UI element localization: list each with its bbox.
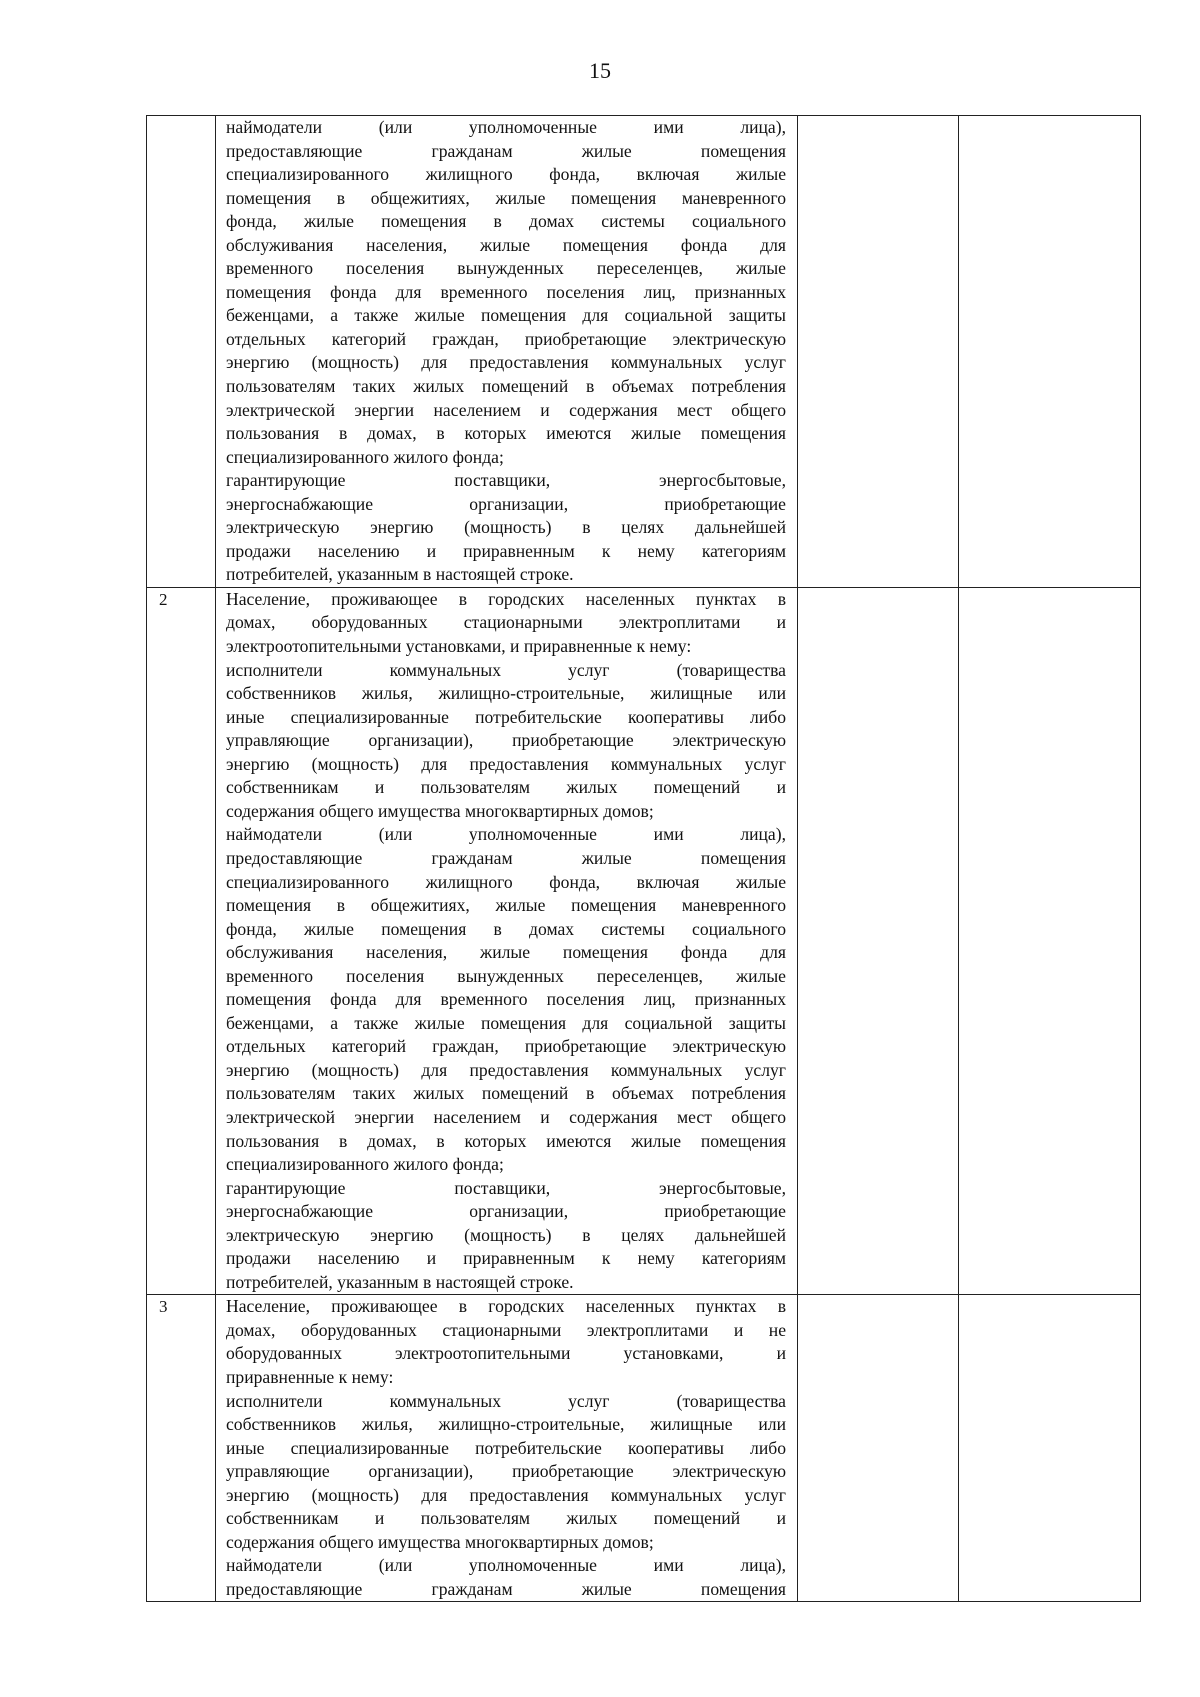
text-line: пользователям таких жилых помещений в объемах потребления bbox=[226, 1083, 786, 1104]
text-line: энергию (мощность) для предоставления коммунальных услуг bbox=[226, 1059, 786, 1080]
text-line: исполнители коммунальных услуг (товарищества bbox=[226, 659, 786, 680]
text-line: наймодатели (или уполномоченные ими лица), bbox=[226, 117, 786, 137]
text-line: собственникам и пользователям жилых помещений и bbox=[226, 777, 786, 798]
text-line: специализированного жилищного фонда, включая жилые bbox=[226, 871, 786, 892]
text-line: помещения в общежитиях, жилые помещения маневренного bbox=[226, 895, 786, 916]
text-line: приравненные к нему: bbox=[226, 1366, 394, 1387]
table-body bbox=[147, 116, 1141, 1602]
text-line: энергоснабжающие организации, приобретающие bbox=[226, 1201, 786, 1222]
text-line: электрической энергии населением и содержания мест общего bbox=[226, 1106, 786, 1127]
text-line: собственникам и пользователям жилых помещений и bbox=[226, 1508, 786, 1529]
text-line: предоставляющие гражданам жилые помещения bbox=[226, 1578, 786, 1599]
text-line: энергию (мощность) для предоставления коммунальных услуг bbox=[226, 1484, 786, 1505]
row-number-cell: 2 bbox=[147, 587, 216, 1294]
text-line: Население, проживающее в городских населенных пунктах в bbox=[226, 588, 786, 609]
text-line: электрическую энергию (мощность) в целях дальнейшей bbox=[226, 1224, 786, 1245]
text-line: помещения фонда для временного поселения лиц, признанных bbox=[226, 281, 786, 302]
text-line: гарантирующие поставщики, энергосбытовые, bbox=[226, 1177, 786, 1198]
text-line: энергию (мощность) для предоставления коммунальных услуг bbox=[226, 753, 786, 774]
row-description-cell bbox=[216, 116, 798, 588]
text-line: электрической энергии населением и содержания мест общего bbox=[226, 399, 786, 420]
text-line: продажи населению и приравненным к нему категориям bbox=[226, 1248, 786, 1269]
text-line: энергию (мощность) для предоставления коммунальных услуг bbox=[226, 352, 786, 373]
text-line: пользования в домах, в которых имеются жилые помещения bbox=[226, 423, 786, 444]
text-line: домах, оборудованных стационарными электроплитами и bbox=[226, 612, 786, 633]
text-line: потребителей, указанным в настоящей строке. bbox=[226, 564, 574, 585]
empty-cell bbox=[798, 1295, 959, 1602]
row-number-cell bbox=[147, 116, 216, 588]
empty-cell bbox=[798, 116, 959, 588]
text-line: иные специализированные потребительские кооперативы либо bbox=[226, 706, 786, 727]
text-line: специализированного жилого фонда; bbox=[226, 1154, 504, 1175]
text-line: фонда, жилые помещения в домах системы социального bbox=[226, 918, 786, 939]
text-line: помещения фонда для временного поселения лиц, признанных bbox=[226, 989, 786, 1010]
text-line: исполнители коммунальных услуг (товарищества bbox=[226, 1390, 786, 1411]
empty-cell bbox=[959, 587, 1141, 1294]
text-line: домах, оборудованных стационарными электроплитами и не bbox=[226, 1319, 786, 1340]
text-line: пользователям таких жилых помещений в объемах потребления bbox=[226, 376, 786, 397]
empty-cell bbox=[798, 587, 959, 1294]
empty-cell bbox=[959, 116, 1141, 588]
text-line: собственников жилья, жилищно-строительные, жилищные или bbox=[226, 1414, 786, 1435]
tariff-table bbox=[146, 115, 1141, 1602]
text-line: фонда, жилые помещения в домах системы социального bbox=[226, 211, 786, 232]
text-line: продажи населению и приравненным к нему категориям bbox=[226, 540, 786, 561]
text-line: обслуживания населения, жилые помещения фонда для bbox=[226, 234, 786, 255]
text-line: содержания общего имущества многоквартирных домов; bbox=[226, 1531, 654, 1552]
text-line: наймодатели (или уполномоченные ими лица), bbox=[226, 1555, 786, 1576]
text-line: специализированного жилого фонда; bbox=[226, 446, 504, 467]
text-line: пользования в домах, в которых имеются жилые помещения bbox=[226, 1130, 786, 1151]
text-line: беженцами, а также жилые помещения для социальной защиты bbox=[226, 305, 786, 326]
text-line: временного поселения вынужденных переселенцев, жилые bbox=[226, 258, 786, 279]
text-line: отдельных категорий граждан, приобретающие электрическую bbox=[226, 328, 786, 349]
text-line: обслуживания населения, жилые помещения фонда для bbox=[226, 942, 786, 963]
empty-cell bbox=[959, 1295, 1141, 1602]
text-line: предоставляющие гражданам жилые помещения bbox=[226, 140, 786, 161]
text-line: наймодатели (или уполномоченные ими лица), bbox=[226, 824, 786, 845]
text-line: потребителей, указанным в настоящей строке. bbox=[226, 1271, 574, 1292]
row-description-cell bbox=[216, 1295, 798, 1602]
text-line: собственников жилья, жилищно-строительные, жилищные или bbox=[226, 683, 786, 704]
text-line: отдельных категорий граждан, приобретающие электрическую bbox=[226, 1036, 786, 1057]
text-line: электроотопительными установками, и приравненные к нему: bbox=[226, 636, 692, 657]
text-line: электрическую энергию (мощность) в целях дальнейшей bbox=[226, 517, 786, 538]
text-line: предоставляющие гражданам жилые помещения bbox=[226, 847, 786, 868]
table-row bbox=[147, 116, 1141, 588]
text-line: Население, проживающее в городских населенных пунктах в bbox=[226, 1296, 786, 1317]
row-description-cell bbox=[216, 587, 798, 1294]
text-line: помещения в общежитиях, жилые помещения маневренного bbox=[226, 187, 786, 208]
page-number: 15 bbox=[589, 58, 611, 83]
row-number-cell: 3 bbox=[147, 1295, 216, 1602]
text-line: оборудованных электроотопительными установками, и bbox=[226, 1343, 786, 1364]
text-line: энергоснабжающие организации, приобретающие bbox=[226, 493, 786, 514]
table-row bbox=[147, 1295, 1141, 1602]
text-line: специализированного жилищного фонда, включая жилые bbox=[226, 164, 786, 185]
table-row bbox=[147, 587, 1141, 1294]
text-line: управляющие организации), приобретающие электрическую bbox=[226, 1461, 786, 1482]
text-line: беженцами, а также жилые помещения для социальной защиты bbox=[226, 1012, 786, 1033]
text-line: управляющие организации), приобретающие электрическую bbox=[226, 730, 786, 751]
text-line: иные специализированные потребительские кооперативы либо bbox=[226, 1437, 786, 1458]
text-line: гарантирующие поставщики, энергосбытовые, bbox=[226, 470, 786, 491]
text-line: содержания общего имущества многоквартирных домов; bbox=[226, 800, 654, 821]
text-line: временного поселения вынужденных переселенцев, жилые bbox=[226, 965, 786, 986]
